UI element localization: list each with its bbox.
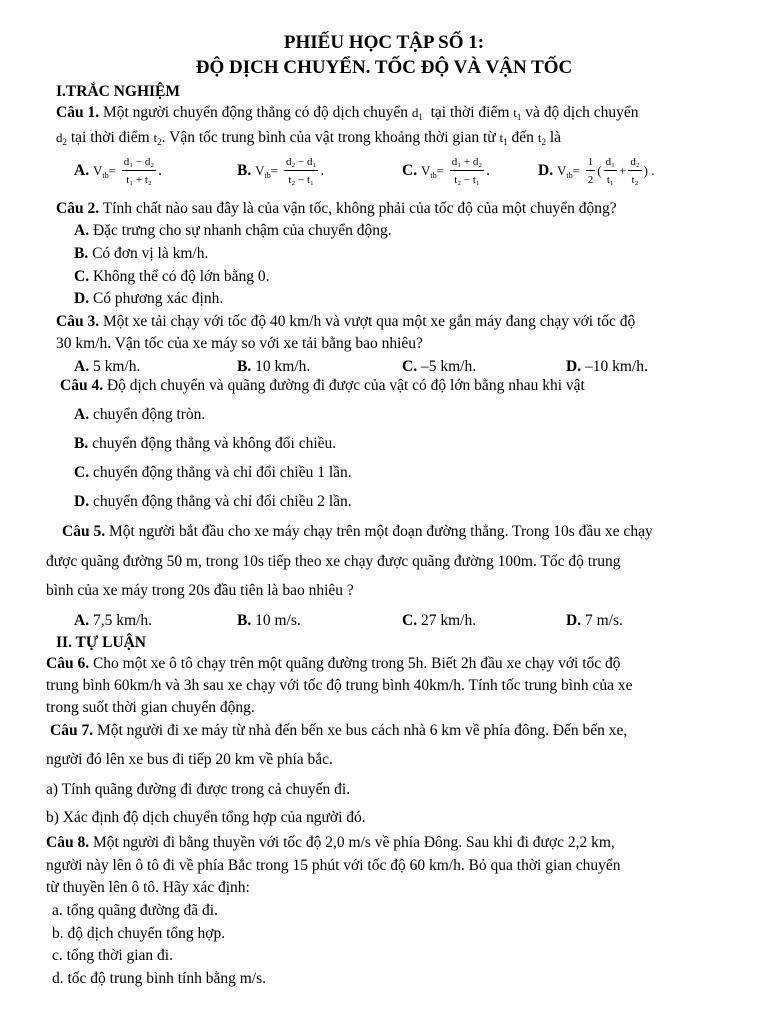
symbol-t: t (153, 130, 158, 145)
question-5-option-d[interactable] (566, 611, 623, 631)
option-letter: D. (74, 290, 90, 307)
symbol-index: 2 (157, 137, 162, 147)
question-6-text: Cho một xe ô tô chạy trên một quãng đường trong 5h. Biết 2h đầu xe chạy với tốc độ (92, 655, 621, 672)
fraction-numerator: 1 (586, 156, 596, 171)
option-text: chuyển động thẳng và không đổi chiều. (92, 435, 337, 452)
question-5-stem-line-2: được quãng đường 50 m, trong 10s tiếp theo xe chạy được quãng đường 100m. Tốc độ trung (46, 553, 621, 570)
formula-tail: . (320, 162, 325, 180)
symbol-v: V (556, 163, 567, 179)
question-5-option-b[interactable] (237, 611, 301, 631)
symbol-t: t (499, 130, 504, 145)
question-8-line-3: từ thuyền lên ô tô. Hãy xác định: (46, 879, 250, 896)
section-heading-multiple-choice: I.TRẮC NGHIỆM (56, 83, 181, 100)
worksheet-title: PHIẾU HỌC TẬP SỐ 1: (283, 32, 485, 53)
question-1-text: và độ dịch chuyển (525, 104, 639, 121)
option-letter: B. (74, 245, 89, 262)
option-letter: C. (74, 268, 90, 285)
question-1-option-d[interactable] (538, 156, 655, 187)
question-4-option-c[interactable] (74, 463, 352, 483)
fraction-denominator: 2 (587, 174, 594, 186)
question-2-text: Tính chất nào sau đây là của vận tốc, không phải của tốc độ của một chuyển động? (102, 200, 617, 217)
option-text: Không thể có độ lớn bằng 0. (92, 268, 270, 285)
option-letter: B. (74, 435, 89, 452)
worksheet-subtitle: ĐỘ DỊCH CHUYỂN. TỐC ĐỘ VÀ VẬN TỐC (195, 57, 573, 78)
question-3-option-c[interactable] (402, 357, 476, 377)
option-text: 7,5 km/h. (92, 612, 152, 629)
option-text: 7 m/s. (584, 612, 623, 629)
question-8-label: Câu 8. (46, 834, 90, 851)
question-7-part-b: b) Xác định độ dịch chuyển tổng hợp của người đó. (46, 809, 366, 826)
formula-fraction (604, 156, 617, 187)
fraction-numerator: d₁ + d₂ (450, 156, 484, 171)
question-3-option-d[interactable] (566, 357, 648, 377)
question-4-label: Câu 4. (60, 377, 104, 394)
symbol-index: 1 (516, 112, 522, 122)
question-8-item-b: b. độ dịch chuyển tổng hợp. (52, 925, 226, 942)
option-letter: A. (74, 406, 90, 423)
option-text: Có phương xác định. (92, 290, 224, 307)
formula-fraction (122, 156, 156, 187)
question-2-option-c[interactable] (74, 267, 269, 287)
fraction-numerator: d₁ − d₂ (122, 156, 156, 171)
formula-fraction (450, 156, 484, 187)
question-1-text: đến (511, 129, 534, 146)
equals-sign: = (108, 163, 116, 179)
fraction-denominator: t₁ + t₂ (126, 174, 152, 186)
formula-tail: . (486, 162, 491, 180)
fraction-denominator: t₂ − t₁ (454, 174, 480, 186)
question-1-option-a[interactable] (74, 156, 162, 187)
symbol-index: 1 (418, 112, 423, 122)
option-text: 10 m/s. (255, 612, 301, 629)
symbol-subscript: tb (566, 171, 573, 181)
question-2-option-d[interactable] (74, 289, 223, 309)
option-letter: D. (538, 162, 554, 180)
question-2-option-b[interactable] (74, 244, 208, 264)
question-2-option-a[interactable] (74, 221, 392, 241)
formula-fraction (628, 156, 641, 187)
question-8-line-1 (46, 833, 615, 853)
option-letter: D. (74, 493, 90, 510)
question-1-text: tại thời điểm (430, 104, 510, 121)
fraction-denominator: t₂ − t₁ (288, 174, 314, 186)
question-3-option-b[interactable] (237, 357, 310, 377)
question-8-line-2: người này lên ô tô đi về phía Bắc trong 15 phút với tốc độ 60 km/h. Bỏ qua thời gian chuyển (46, 857, 621, 874)
option-letter: C. (74, 464, 90, 481)
question-1-line-1 (56, 103, 638, 127)
formula-fraction (284, 156, 318, 187)
question-6-label: Câu 6. (46, 655, 90, 672)
question-4-option-d[interactable] (74, 492, 352, 512)
question-1-line-2 (56, 128, 561, 152)
question-1-label: Câu 1. (56, 104, 100, 121)
question-3-label: Câu 3. (56, 313, 100, 330)
question-4-option-b[interactable] (74, 434, 336, 454)
option-letter: C. (402, 612, 418, 629)
symbol-v: V (255, 163, 265, 179)
question-7-line-1 (50, 721, 627, 741)
symbol-v: V (420, 163, 431, 179)
option-letter: A. (74, 358, 90, 375)
symbol-t: t (513, 105, 517, 120)
question-1-text: . Vận tốc trung bình của vật trong khoảng thời gian từ (161, 129, 496, 146)
option-text: chuyển động tròn. (92, 406, 206, 423)
question-5-text: Một người bắt đầu cho xe máy chạy trên một đoạn đường thẳng. Trong 10s đầu xe chạy (108, 523, 653, 540)
symbol-index: 2 (541, 137, 546, 147)
open-paren: ( (597, 163, 602, 179)
question-3-option-a[interactable] (74, 357, 140, 377)
question-8-item-c: c. tổng thời gian đi. (52, 947, 173, 964)
equals-sign: = (572, 163, 580, 179)
option-letter: B. (237, 162, 252, 180)
symbol-v: V (92, 163, 103, 179)
question-5-stem-line-1 (62, 522, 653, 542)
question-6-line-1 (46, 654, 621, 674)
option-text: chuyển động thẳng và chỉ đổi chiều 1 lần. (92, 464, 352, 481)
symbol-d: d (411, 105, 419, 120)
question-8-text: Một người đi bằng thuyền với tốc độ 2,0 m/s về phía Đông. Sau khi đi được 2,2 km, (92, 834, 615, 851)
symbol-subscript: tb (430, 171, 437, 181)
question-7-line-2: người đó lên xe bus đi tiếp 20 km về phía bắc. (46, 751, 333, 768)
option-letter: B. (237, 612, 252, 629)
symbol-t: t (537, 130, 542, 145)
question-6-line-3: trong suốt thời gian chuyển động. (46, 699, 255, 716)
option-letter: A. (74, 612, 90, 629)
question-4-option-a[interactable] (74, 405, 205, 425)
option-letter: D. (566, 358, 582, 375)
option-letter: D. (566, 612, 582, 629)
fraction-numerator: d₂ − d₁ (284, 156, 318, 171)
option-letter: C. (402, 162, 418, 180)
fraction-denominator: t₂ (631, 174, 639, 186)
formula-tail: . (158, 162, 163, 180)
symbol-subscript: tb (102, 171, 109, 181)
question-5-stem-line-3: bình của xe máy trong 20s đầu tiên là bao nhiêu ? (46, 582, 354, 599)
question-1-option-b[interactable] (237, 156, 324, 187)
question-1-option-c[interactable] (402, 156, 490, 187)
question-6-line-2: trung bình 60km/h và 3h sau xe chạy với tốc độ trung bình 40km/h. Tính tốc trung bình của xe (46, 677, 633, 694)
section-heading-essay: II. TỰ LUẬN (56, 634, 147, 651)
equals-sign: = (436, 163, 444, 179)
formula-fraction (586, 156, 596, 187)
option-letter: A. (74, 222, 90, 239)
question-8-item-a: a. tổng quãng đường đã đi. (52, 902, 218, 919)
close-paren: ) . (643, 163, 655, 179)
question-4-text: Độ dịch chuyển và quãng đường đi được của vật có độ lớn bằng nhau khi vật (106, 377, 585, 394)
question-7-text: Một người đi xe máy từ nhà đến bến xe bus cách nhà 6 km về phía đông. Đến bến xe, (96, 722, 628, 739)
option-letter: A. (74, 162, 90, 180)
question-3-stem-line-2: 30 km/h. Vận tốc của xe máy so với xe tải bằng bao nhiêu? (56, 335, 423, 352)
question-8-item-d: d. tốc độ trung bình tính bằng m/s. (52, 970, 266, 987)
option-text: –10 km/h. (584, 358, 648, 375)
symbol-index: 1 (503, 137, 508, 147)
question-5-label: Câu 5. (62, 523, 106, 540)
option-text: Đặc trưng cho sự nhanh chậm của chuyển động. (92, 222, 392, 239)
option-text: chuyển động thẳng và chỉ đổi chiều 2 lần. (92, 493, 352, 510)
option-text: Có đơn vị là km/h. (92, 245, 209, 262)
question-3-stem-line-1 (56, 312, 635, 332)
question-2-label: Câu 2. (56, 200, 100, 217)
question-7-label: Câu 7. (50, 722, 94, 739)
question-1-text: là (549, 129, 561, 146)
plus-sign: + (618, 163, 627, 179)
question-3-text: Một xe tải chạy với tốc độ 40 km/h và vượt qua một xe gắn máy đang chạy với tốc độ (102, 313, 636, 330)
question-7-part-a: a) Tính quãng đường đi được trong cả chuyến đi. (46, 781, 351, 798)
symbol-index: 2 (62, 137, 67, 147)
symbol-subscript: tb (264, 171, 271, 181)
symbol-d: d (56, 130, 63, 145)
option-text: –5 km/h. (420, 358, 477, 375)
option-letter: C. (402, 358, 418, 375)
question-1-text: tại thời điểm (70, 129, 150, 146)
fraction-numerator: d₁ (604, 156, 617, 171)
fraction-denominator: t₁ (606, 174, 614, 186)
option-text: 5 km/h. (92, 358, 141, 375)
question-4-stem (60, 376, 585, 396)
fraction-numerator: d₂ (628, 156, 641, 171)
question-5-option-a[interactable] (74, 611, 152, 631)
option-text: 10 km/h. (255, 358, 311, 375)
question-2-stem (56, 199, 617, 219)
option-text: 27 km/h. (420, 612, 477, 629)
option-letter: B. (237, 358, 252, 375)
question-5-option-c[interactable] (402, 611, 476, 631)
question-1-text: Một người chuyển động thẳng có độ dịch chuyển (102, 104, 408, 121)
equals-sign: = (270, 163, 279, 179)
